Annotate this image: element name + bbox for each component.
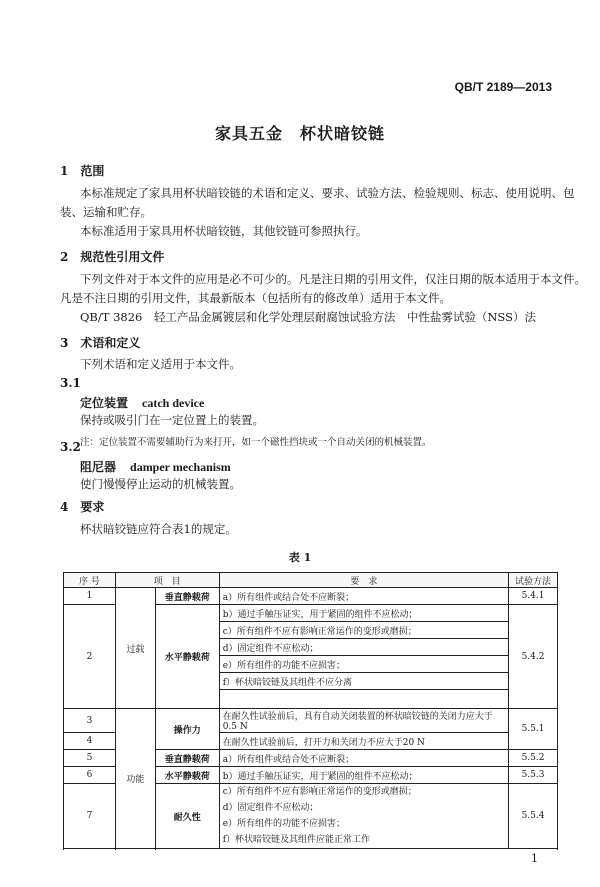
section-1-heading: 1 范围	[60, 164, 105, 178]
standard-number: QB/T 2189—2013	[454, 80, 552, 94]
section-3-heading: 3 术语和定义	[60, 336, 141, 350]
table-row	[64, 709, 558, 733]
req-cell: a）所有组件或结合处不应断裂；	[219, 588, 508, 605]
method-cell: 5.5.1	[509, 709, 558, 750]
item-horizontal-static: 水平静载荷	[155, 605, 219, 709]
section-1-para-1-cont: 装、运输和贮存。	[60, 205, 152, 219]
req-line: c）所有组件不应有影响正常运作的变形或磨损；	[222, 787, 417, 797]
table-row	[64, 588, 558, 605]
term-title	[80, 394, 204, 411]
term-title-2	[80, 458, 231, 475]
req-line: e）所有组件的功能不应损害；	[222, 819, 346, 829]
req-cell: c）所有组件不应有影响正常运作的变形或磨损；	[219, 622, 508, 639]
term-cn-2: 阻尼器	[80, 460, 117, 474]
method-cell: 5.5.4	[509, 784, 558, 849]
item-durability: 耐久性	[155, 784, 219, 849]
row-no: 6	[64, 767, 116, 784]
header-no: 序 号	[64, 573, 116, 588]
header-method: 试验方法	[509, 573, 558, 588]
section-2-heading: 2 规范性引用文件	[60, 250, 165, 264]
group-overload: 过载	[115, 588, 155, 709]
normative-reference: QB/T 3826 轻工产品金属镀层和化学处理层耐腐蚀试验方法 中性盐雾试验（NSS）法	[80, 310, 536, 324]
header-requirement: 要 求	[219, 573, 508, 588]
section-2-para-1-cont: 凡是不注日期的引用文件，其最新版本（包括所有的修改单）适用于本文件。	[60, 291, 451, 305]
req-cell: 在耐久性试验前后，打开力和关闭力不应大于20 N	[219, 733, 508, 750]
term-note: 注：定位装置不需要辅助行为来打开，如一个磁性挡块或一个自动关闭的机械装置。	[80, 437, 432, 448]
group-function: 功能	[115, 709, 155, 849]
method-cell: 5.4.1	[509, 588, 558, 605]
requirements-table	[63, 572, 558, 849]
req-cell: 在耐久性试验前后，具有自动关闭装置的杯状暗铰链的关闭力应大于0.5 N	[219, 709, 508, 733]
item-operating-force: 操作力	[155, 709, 219, 750]
row-no: 7	[64, 784, 116, 849]
document-title: 家具五金 杯状暗铰链	[214, 124, 385, 143]
table-caption: 表 1	[288, 551, 312, 564]
req-line: f）杯状暗铰链及其组件应能正常工作	[222, 835, 371, 845]
req-line: d）固定组件不应松动；	[222, 803, 319, 813]
method-cell: 5.4.2	[509, 605, 558, 709]
term-cn: 定位装置	[80, 396, 129, 410]
section-1-para-2: 本标准适用于家具用杯状暗铰链，其他铰链可参照执行。	[80, 224, 368, 238]
term-number-2-text: 3.2	[60, 440, 81, 454]
row-no: 3	[64, 709, 116, 733]
req-cell: d）固定组件不应松动；	[219, 639, 508, 656]
method-cell: 5.5.3	[509, 767, 558, 784]
term-number: 3.1	[60, 376, 81, 390]
section-2-para-1: 下列文件对于本文件的应用是必不可少的。凡是注日期的引用文件，仅注日期的版本适用于本文件。	[80, 272, 586, 286]
term-en-2: damper mechanism	[130, 460, 231, 474]
section-1-para-1: 本标准规定了家具用杯状暗铰链的术语和定义、要求、试验方法、检验规则、标志、使用说明、包	[80, 186, 575, 200]
item-vertical-static-2: 垂直静载荷	[155, 750, 219, 767]
req-cell	[219, 690, 508, 709]
req-cell: f）杯状暗铰链及其组件不应分离	[219, 673, 508, 690]
header-item: 项 目	[115, 573, 219, 588]
section-4-intro: 杯状暗铰链应符合表1的规定。	[80, 522, 237, 536]
term-definition: 保持或吸引门在一定位置上的装置。	[80, 413, 264, 427]
row-no: 5	[64, 750, 116, 767]
term-definition-2: 使门慢慢停止运动的机械装置。	[80, 477, 241, 491]
item-horizontal-static-2: 水平静载荷	[155, 767, 219, 784]
term-number-2-visible	[60, 440, 81, 454]
page-number: 1	[531, 852, 538, 865]
item-vertical-static: 垂直静载荷	[155, 588, 219, 605]
row-no: 2	[64, 605, 116, 709]
req-cell: b）通过手触压证实，用于紧固的组件不应松动；	[219, 605, 508, 622]
term-en: catch device	[142, 396, 205, 410]
req-cell: a）所有组件或结合处不应断裂；	[219, 750, 508, 767]
row-no: 4	[64, 733, 116, 750]
section-3-intro: 下列术语和定义适用于本文件。	[80, 357, 241, 371]
req-cell: e）所有组件的功能不应损害；	[219, 656, 508, 673]
req-cell	[219, 784, 508, 849]
row-no: 1	[64, 588, 116, 605]
table-header-row	[64, 573, 558, 588]
method-cell: 5.5.2	[509, 750, 558, 767]
req-cell: b）通过手触压证实，用于紧固的组件不应松动；	[219, 767, 508, 784]
section-4-heading: 4 要求	[60, 500, 105, 514]
